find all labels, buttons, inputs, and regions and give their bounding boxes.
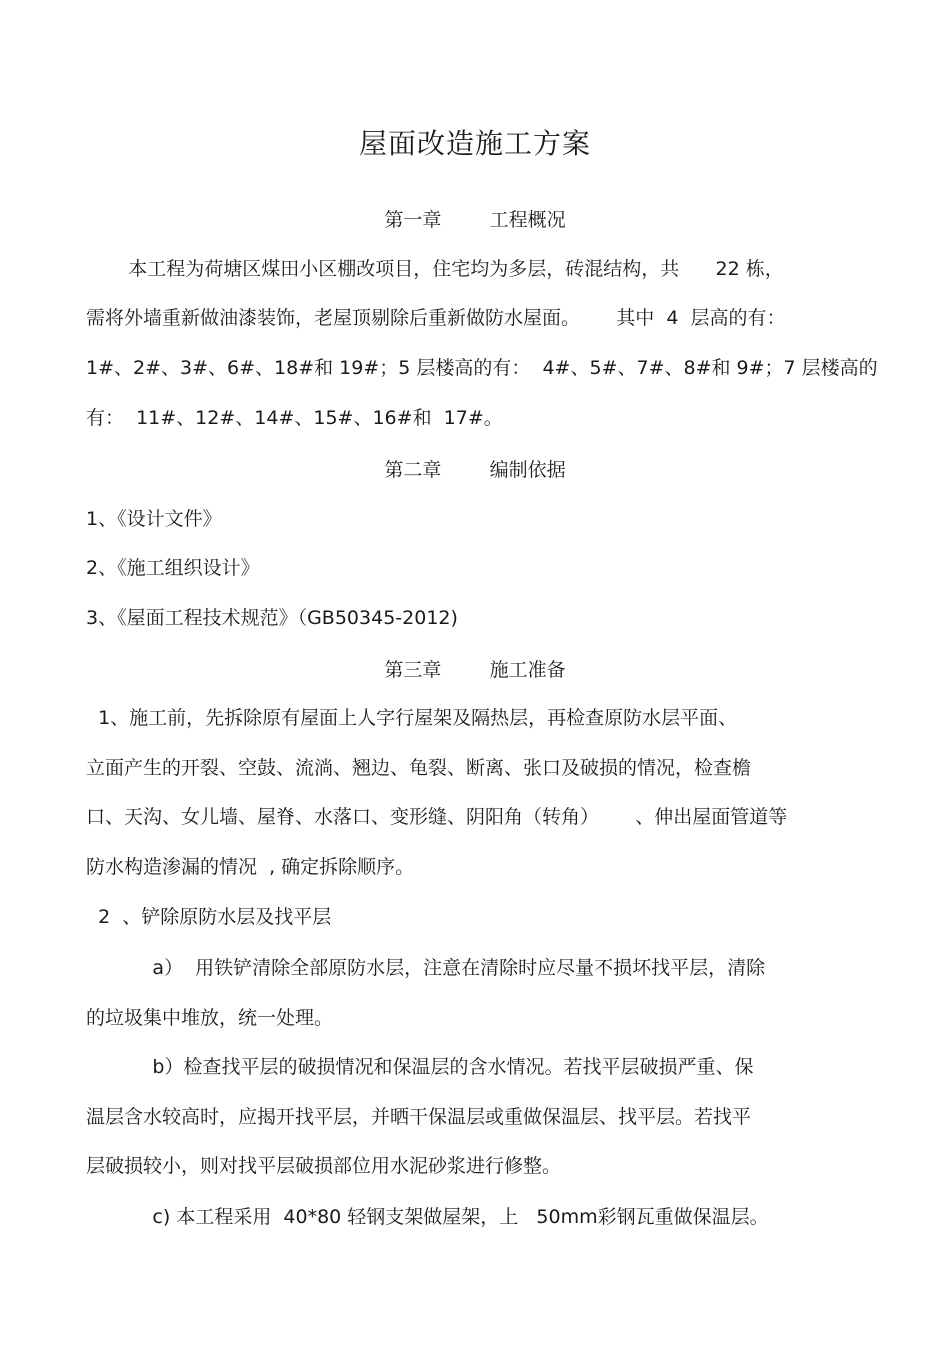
paragraph-line: b）检查找平层的破损情况和保温层的含水情况。若找平层破损严重、保 <box>86 1056 754 1078</box>
chapter-2-heading: 第二章 编制依据 <box>384 459 566 481</box>
paragraph-line: 有： 11#、12#、14#、15#、16#和 17#。 <box>86 407 503 429</box>
paragraph-line: 1#、2#、3#、6#、18#和 19#；5 层楼高的有： 4#、5#、7#、8#和 9#；7 层楼高的 <box>86 357 878 379</box>
paragraph-line: 口、天沟、女儿墙、屋脊、水落口、变形缝、阴阳角（转角） 、伸出屋面管道等 <box>86 806 788 828</box>
paragraph-line: 防水构造渗漏的情况 , 确定拆除顺序。 <box>86 856 415 878</box>
paragraph-line: 温层含水较高时，应揭开找平层，并晒干保温层或重做保温层、找平层。若找平 <box>86 1106 752 1128</box>
paragraph-line: 1、施工前，先拆除原有屋面上人字行屋架及隔热层，再检查原防水层平面、 <box>86 707 738 729</box>
paragraph-line: c) 本工程采用 40*80 轻钢支架做屋架，上 50mm彩钢瓦重做保温层。 <box>86 1206 769 1228</box>
paragraph-line: 本工程为荷塘区煤田小区棚改项目，住宅均为多层，砖混结构，共 22 栋， <box>86 258 784 280</box>
document-title: 屋面改造施工方案 <box>358 127 591 160</box>
section-heading: 2 、铲除原防水层及找平层 <box>86 906 332 928</box>
paragraph-line: a） 用铁铲清除全部原防水层，注意在清除时应尽量不损坏找平层，清除 <box>86 957 766 979</box>
chapter-1-heading: 第一章 工程概况 <box>384 209 566 231</box>
paragraph-line: 的垃圾集中堆放，统一处理。 <box>86 1007 334 1029</box>
basis-item: 2、《施工组织设计》 <box>86 557 260 579</box>
basis-item: 3、《屋面工程技术规范》（GB50345-2012) <box>86 607 458 629</box>
chapter-3-heading: 第三章 施工准备 <box>384 659 566 681</box>
paragraph-line: 立面产生的开裂、空鼓、流淌、翘边、龟裂、断离、张口及破损的情况，检查檐 <box>86 757 752 779</box>
paragraph-line: 需将外墙重新做油漆装饰，老屋顶剔除后重新做防水屋面。 其中 4 层高的有： <box>86 307 786 329</box>
paragraph-line: 层破损较小，则对找平层破损部位用水泥砂浆进行修整。 <box>86 1155 562 1177</box>
basis-item: 1、《设计文件》 <box>86 508 222 530</box>
